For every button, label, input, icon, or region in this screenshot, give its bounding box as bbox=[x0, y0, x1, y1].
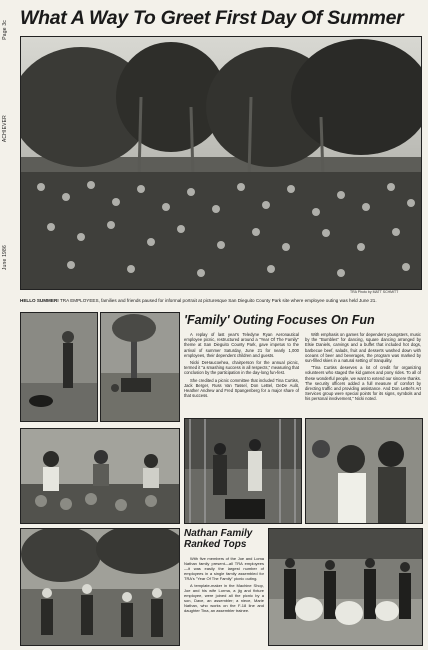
page-number: Page 3c bbox=[2, 20, 8, 40]
main-caption bbox=[20, 298, 420, 304]
story1-paragraph: Nicki DeHaucoehea, chairperson for the annual picnic, termed it "a smashing success in all respects," measuring that conclusion by the participation in the day-long fun-fest. bbox=[184, 360, 299, 376]
story2-title: Nathan Family Ranked Tops bbox=[184, 528, 253, 550]
story1-column-2 bbox=[305, 332, 421, 404]
caption-text: TRA EMPLOYEES, families and friends paused for informal portrait at picturesque San Dieguito County Park site where employee outing was held June 21. bbox=[58, 298, 377, 303]
photo-dog-man bbox=[20, 312, 98, 422]
page-headline: What A Way To Greet First Day Of Summer bbox=[20, 7, 404, 29]
story1-paragraph: A replay of last year's Teledyne Ryan Aeronautical employee picnic, restructured around a "Year Of The Family" theme at San Dieguito County Park, gave impetus to the arrival of summer Saturday, June 21 for nearly 1,000 employees, their dependent children and guests. bbox=[184, 332, 299, 358]
story1-paragraph: With emphasis on games for dependent youngsters, music by the "Bumbles" for dancing, square dancing arranged by Elsie Daniels, carvings and a buffet that included hot dogs, barbecue beef, salads, fruit and desserts washed down with oceans of beer and beverages, the program was marked by sun-filled skies in a natural setting of tranquility. bbox=[305, 332, 421, 364]
photo-smiling-girls bbox=[305, 418, 423, 524]
main-group-photo bbox=[20, 36, 422, 290]
issue-date: June 1986 bbox=[2, 245, 8, 271]
photo-kids-pony bbox=[100, 312, 180, 422]
story2-paragraph: With five members of the Joe and Loma Nathan family present—all TRA employees—it was easily the largest number of employees in a single family assembled for TRA's "Year Of The Family" picnic outing. bbox=[184, 556, 264, 581]
story1-paragraph: She credited a picnic committee that included Tina Curtiss, Jack Berger, Russ Van Tassel, Don LeBel, DeDe Aulit, Heather Andrew and Fred Spangenberg for a major share of that success. bbox=[184, 377, 299, 399]
section-name: ACHIEVER bbox=[2, 115, 8, 143]
photo-picnic-crowd bbox=[20, 528, 180, 646]
story2-paragraph: A template-maker in the Machine Shop, Joe and his wife Lorma, a jig and fixture employee, were joined all the picnic by a son, Dave, an assembler; a niece, Marie Nathan, who works on the F-18 line and daughter Tina, an assembler trainee. bbox=[184, 583, 264, 613]
photo-square-dance bbox=[268, 528, 423, 646]
photo-band bbox=[184, 418, 302, 524]
story1-paragraph: "Tina Curtiss deserves a lot of credit for organizing volunteers who staged the kid games and pony rides. To all of these wonderful people, we want to extend our sincere thanks. The security officers added a full measure of comfort by directing traffic and providing assistance. And Don LeBel's Art Services group were special points for its signs, symbols and his personal involvement," Nicki noted. bbox=[305, 365, 421, 402]
photo-credit: TRA Photo by MATT SCHMITT bbox=[350, 290, 399, 294]
story1-title: 'Family' Outing Focuses On Fun bbox=[184, 313, 375, 327]
story2-column bbox=[184, 556, 264, 615]
story1-column-1 bbox=[184, 332, 299, 400]
photo-buffet bbox=[20, 428, 180, 524]
caption-lead: HELLO SUMMER! bbox=[20, 298, 59, 303]
